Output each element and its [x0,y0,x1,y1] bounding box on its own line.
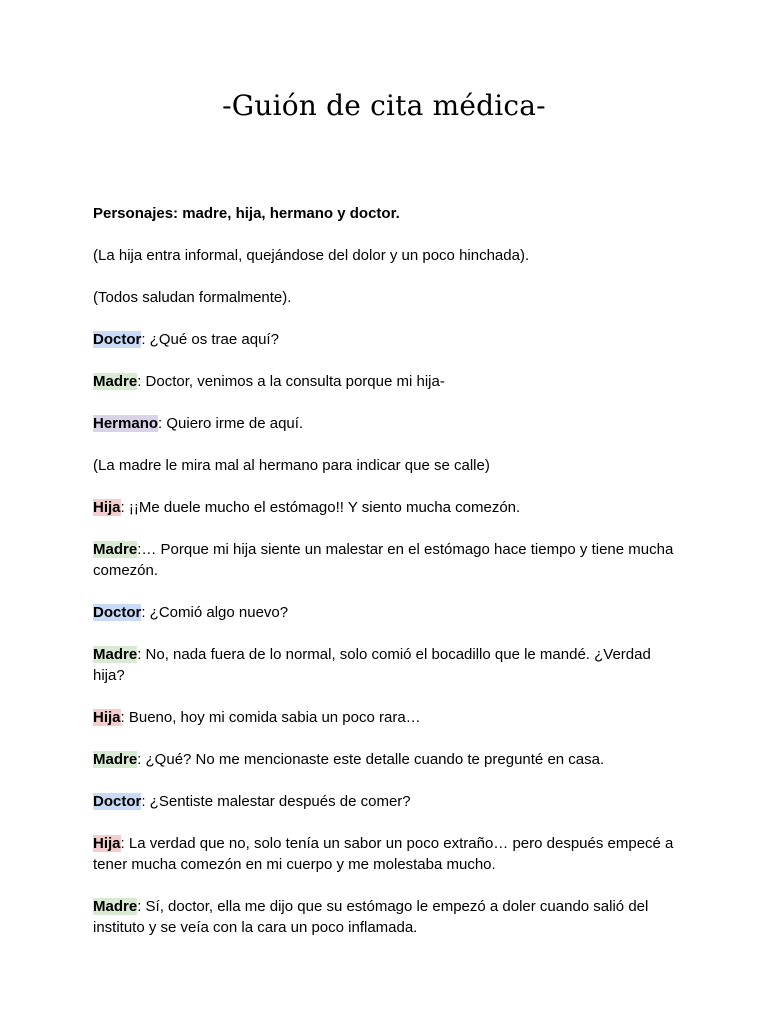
speaker-name-hija: Hija [93,835,121,852]
script-lines [93,245,683,938]
speaker-name-hija: Hija [93,709,121,726]
speaker-name-madre: Madre [93,898,138,915]
dialogue-text: : Quiero irme de aquí. [158,415,304,432]
speaker-name-doctor: Doctor [93,604,142,621]
speaker-name-hija: Hija [93,499,121,516]
stage-direction: (La madre le mira mal al hermano para indicar que se calle) [93,457,490,474]
dialogue-text: : ¿Sentiste malestar después de comer? [141,793,411,810]
dialogue-line [93,371,683,392]
dialogue-line [93,329,683,350]
dialogue-text: : Doctor, venimos a la consulta porque mi hija- [137,373,445,390]
dialogue-text: : ¿Comió algo nuevo? [141,604,289,621]
dialogue-line [93,497,683,518]
dialogue-line [93,707,683,728]
dialogue-line [93,644,683,686]
speaker-name-doctor: Doctor [93,793,142,810]
speaker-name-madre: Madre [93,751,138,768]
dialogue-text: : La verdad que no, solo tenía un sabor un poco extraño… pero después empecé a tener mucha comezón en mi cuerpo y me molestaba mucho. [93,835,674,873]
dialogue-line [93,602,683,623]
dialogue-line [93,749,683,770]
dialogue-text: : Bueno, hoy mi comida sabia un poco rara… [120,709,421,726]
dialogue-text: :… Porque mi hija siente un malestar en el estómago hace tiempo y tiene mucha comezón. [93,541,674,579]
speaker-name-madre: Madre [93,373,138,390]
script-body [93,203,683,959]
dialogue-line [93,833,683,875]
dialogue-line [93,896,683,938]
dialogue-text: : No, nada fuera de lo normal, solo comió el bocadillo que le mandé. ¿Verdad hija? [93,646,651,684]
stage-direction: (Todos saludan formalmente). [93,289,292,306]
speaker-name-madre: Madre [93,646,138,663]
dialogue-text: : ¿Qué? No me mencionaste este detalle cuando te pregunté en casa. [137,751,605,768]
dialogue-line [93,791,683,812]
dialogue-text: : ¡¡Me duele mucho el estómago!! Y siento mucha comezón. [120,499,521,516]
dialogue-line [93,539,683,581]
dialogue-text: : ¿Qué os trae aquí? [141,331,279,348]
dialogue-line [93,413,683,434]
speaker-name-hermano: Hermano [93,415,159,432]
page-title: -Guión de cita médica- [222,89,546,122]
characters-line: Personajes: madre, hija, hermano y doctor. [93,205,400,222]
stage-direction: (La hija entra informal, quejándose del dolor y un poco hinchada). [93,247,530,264]
dialogue-text: : Sí, doctor, ella me dijo que su estómago le empezó a doler cuando salió del instituto y se veía con la cara un poco inflamada. [93,898,649,936]
speaker-name-doctor: Doctor [93,331,142,348]
speaker-name-madre: Madre [93,541,138,558]
